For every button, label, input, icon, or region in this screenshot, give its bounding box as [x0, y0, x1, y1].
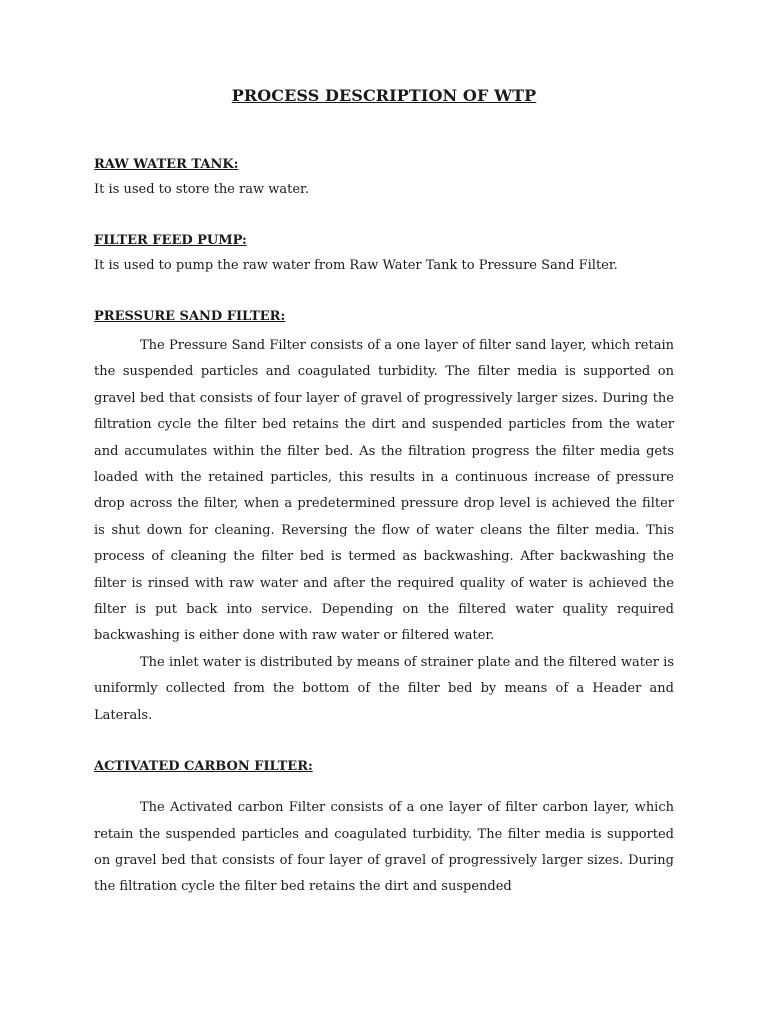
- section-heading-raw-water-tank: RAW WATER TANK:: [94, 157, 239, 172]
- section-pressure-sand-filter: [94, 305, 674, 729]
- section-text-filter-feed-pump: It is used to pump the raw water from Raw Water Tank to Pressure Sand Filter.: [94, 258, 618, 273]
- section-heading-filter-feed-pump: FILTER FEED PUMP:: [94, 233, 247, 248]
- section-raw-water-tank: [94, 153, 674, 203]
- paragraph-acf-1: The Activated carbon Filter consists of a one layer of filter carbon layer, which retain the suspended particles and coagulated turbidity. The filter media is supported on gravel bed that consists of four layer of gravel of progressively larger sizes. During the filtration cycle the filter bed retains the dirt and suspended: [94, 800, 674, 895]
- section-heading-activated-carbon-filter: ACTIVATED CARBON FILTER:: [94, 759, 313, 775]
- paragraph-psf-1: The Pressure Sand Filter consists of a one layer of filter sand layer, which retain the suspended particles and coagulated turbidity. The filter media is supported on gravel bed that consists of four layer of gravel of progressively larger sizes. During the filtration cycle the filter bed retains the dirt and suspended particles from the water and accumulates within the filter bed. As the filtration progress the filter media gets loaded with the retained particles, this results in a continuous increase of pressure drop across the filter, when a predetermined pressure drop level is achieved the filter is shut down for cleaning. Reversing the flow of water cleans the filter media. This process of cleaning the filter bed is termed as backwashing. After backwashing the filter is rinsed with raw water and after the required quality of water is achieved the filter is put back into service. Depending on the filtered water quality required backwashing is either done with raw water or filtered water.: [94, 338, 674, 644]
- section-heading-pressure-sand-filter: PRESSURE SAND FILTER:: [94, 309, 286, 324]
- document-title: PROCESS DESCRIPTION OF WTP: [231, 86, 537, 105]
- section-filter-feed-pump: [94, 229, 674, 279]
- paragraph-psf-2: The inlet water is distributed by means of strainer plate and the filtered water is uniformly collected from the bottom of the filter bed by means of a Header and Laterals.: [94, 654, 674, 723]
- section-text-raw-water-tank: It is used to store the raw water.: [94, 182, 309, 197]
- section-activated-carbon-filter: [94, 755, 674, 901]
- document-page: [94, 86, 674, 901]
